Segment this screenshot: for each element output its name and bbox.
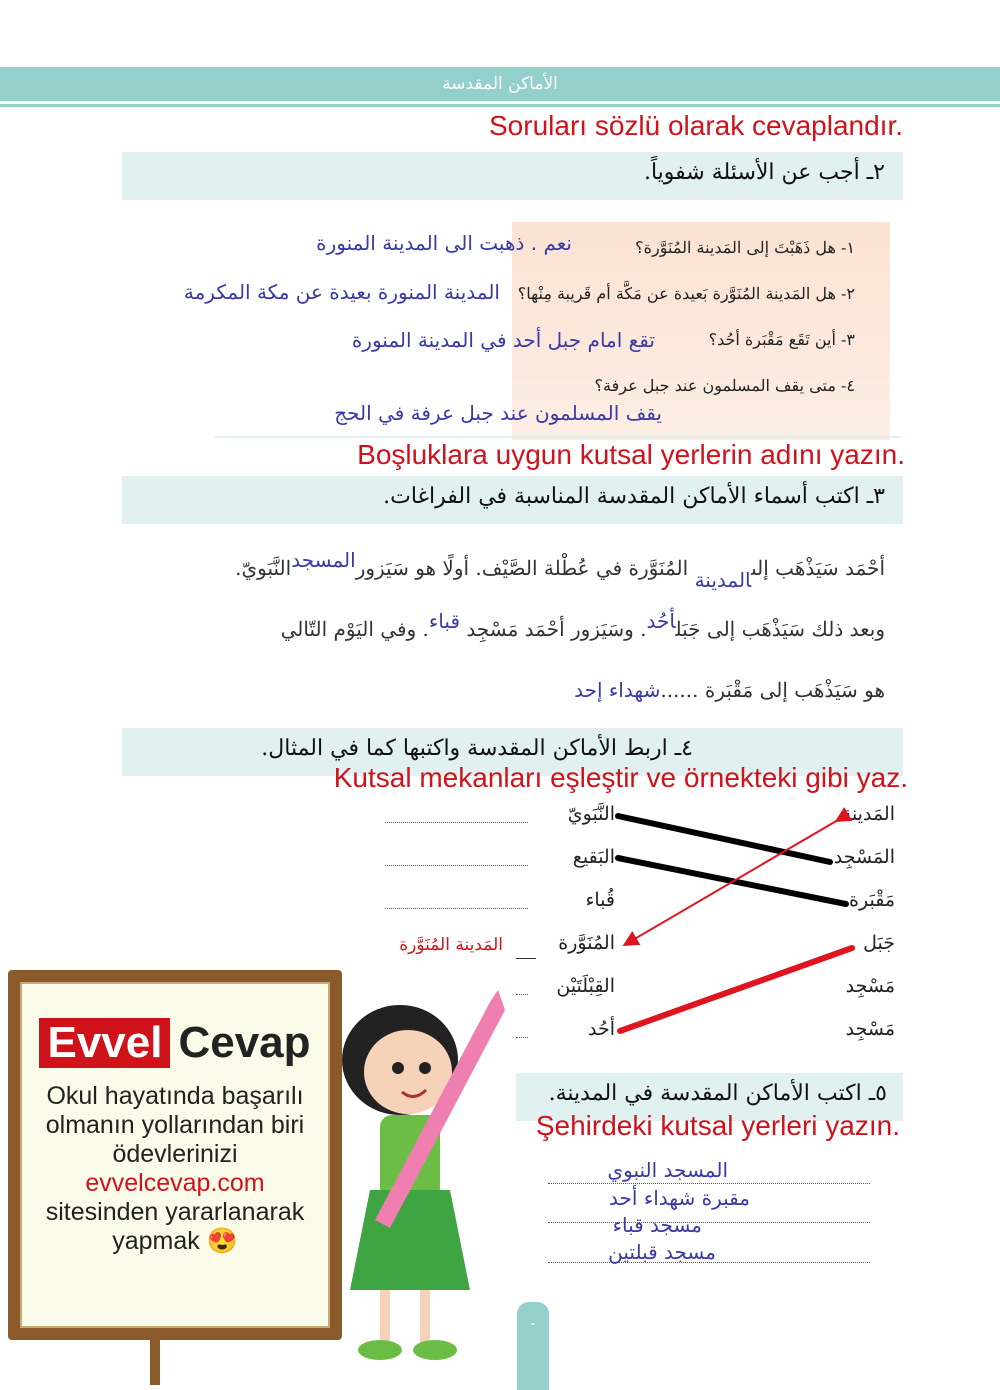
ad-text-3: ödevlerinizi [112, 1140, 238, 1168]
section5-title: ٥ـ اكتب الأماكن المقدسة في المدينة. [548, 1081, 887, 1106]
match-line-jabal-uhud [620, 948, 852, 1031]
match-left-5: القِبْلَتَيْن [556, 975, 615, 997]
sentence-2: وبعد ذلك سَيَذْهَب إلى جَبَلأحُد. وسَيَزور أحْمَد مَسْجِد قباء. وفي اليَوْم التّالي [280, 609, 885, 641]
write-line-1[interactable] [548, 1183, 870, 1184]
match-right-6: مَسْجِد [845, 1018, 895, 1040]
page-number-tab: - [517, 1302, 549, 1390]
match-left-2: البَقيع [572, 846, 615, 868]
write-line-2[interactable] [548, 1222, 870, 1223]
section2-title: ٢ـ أجب عن الأسئلة شفوياً. [643, 160, 885, 185]
match-right-1: المَدينة [841, 803, 895, 825]
fill-1: المدينة [694, 568, 752, 592]
evvelcevap-logo: Evvel Cevap [39, 1018, 310, 1068]
fill-3: أحُد [646, 609, 676, 633]
ad-link[interactable]: evvelcevap.com [85, 1169, 265, 1197]
example-answer: المَدينة المُنَوَّرة [399, 935, 503, 955]
match-left-3: قُباء [585, 889, 615, 911]
ad-board [8, 970, 342, 1340]
question-1: ١- هل ذَهَبْتَ إلى المَدينة المُنَوَّرة؟ [635, 238, 855, 257]
question-3: ٣- أين تَقَع مَقْبَرة أحُد؟ [708, 330, 855, 349]
sentence-1: أحْمَد سَيَذْهَب إلىالمدينة المُنَوَّرة في عُطْلة الصَّيْف. أولًا هو سَيَزورالمسجدالنَّبَويّ. [235, 548, 885, 592]
match-right-3: مَقْبَرة [849, 889, 895, 911]
ad-text-5: yapmak 😍 [112, 1227, 238, 1255]
answer-2: المدينة المنورة بعيدة عن مكة المكرمة [183, 280, 500, 304]
fill-5: شهداء إحد [574, 678, 661, 702]
question-2: ٢- هل المَدينة المُنَوَّرة بَعيدة عن مَكَّة أم قَريبة مِنْها؟ [517, 284, 855, 303]
section4-instruction-tr: Kutsal mekanları eşleştir ve örnekteki gibi yaz. [333, 762, 908, 793]
match-left-6: أحُد [588, 1018, 615, 1040]
match-left-1: النَّبَويّ [567, 803, 615, 825]
match-right-2: المَسْجِد [833, 846, 895, 868]
section5-instruction-tr: Şehirdeki kutsal yerleri yazın. [535, 1110, 900, 1141]
ad-text-4: sitesinden yararlanarak [45, 1198, 305, 1226]
section2-instruction-tr: Soruları sözlü olarak cevaplandır. [489, 110, 903, 141]
place-answer-2: مقبرة شهداء أحد [609, 1186, 750, 1210]
question-4: ٤- متى يقف المسلمون عند جبل عرفة؟ [594, 376, 855, 395]
place-answer-4: مسجد قبلتين [608, 1240, 716, 1264]
ad-text-2: olmanın yollarından biri [45, 1111, 305, 1139]
fill-2: المسجد [291, 548, 356, 572]
girl-with-pencil-illustration [330, 990, 520, 1390]
match-right-5: مَسْجِد [845, 975, 895, 997]
match-left-4: المُنَوَّرة [558, 932, 615, 954]
section4-title: ٤ـ اربط الأماكن المقدسة واكتبها كما في المثال. [261, 736, 693, 761]
sentence-3: هو سَيَذْهَب إلى مَقْبَرة ......شهداء إحد [574, 678, 885, 702]
ad-text-1: Okul hayatında başarılı [46, 1082, 304, 1110]
fill-4: قباء [428, 609, 460, 633]
answer-3: تقع امام جبل أحد في المدينة المنورة [351, 328, 655, 352]
place-answer-3: مسجد قباء [612, 1213, 702, 1237]
section3-instruction-tr: Boşluklara uygun kutsal yerlerin adını yazın. [357, 439, 905, 470]
match-line-masjid-nabawi [618, 816, 830, 862]
chapter-header: الأماكن المقدسة [0, 67, 1000, 101]
match-right-4: جَبَل [863, 932, 895, 954]
section3-title: ٣ـ اكتب أسماء الأماكن المقدسة المناسبة في الفراغات. [383, 484, 885, 509]
place-answer-1: المسجد النبوي [607, 1158, 728, 1182]
answer-4: يقف المسلمون عند جبل عرفة في الحج [334, 401, 662, 425]
answer-1: نعم . ذهبت الى المدينة المنورة [316, 231, 572, 255]
